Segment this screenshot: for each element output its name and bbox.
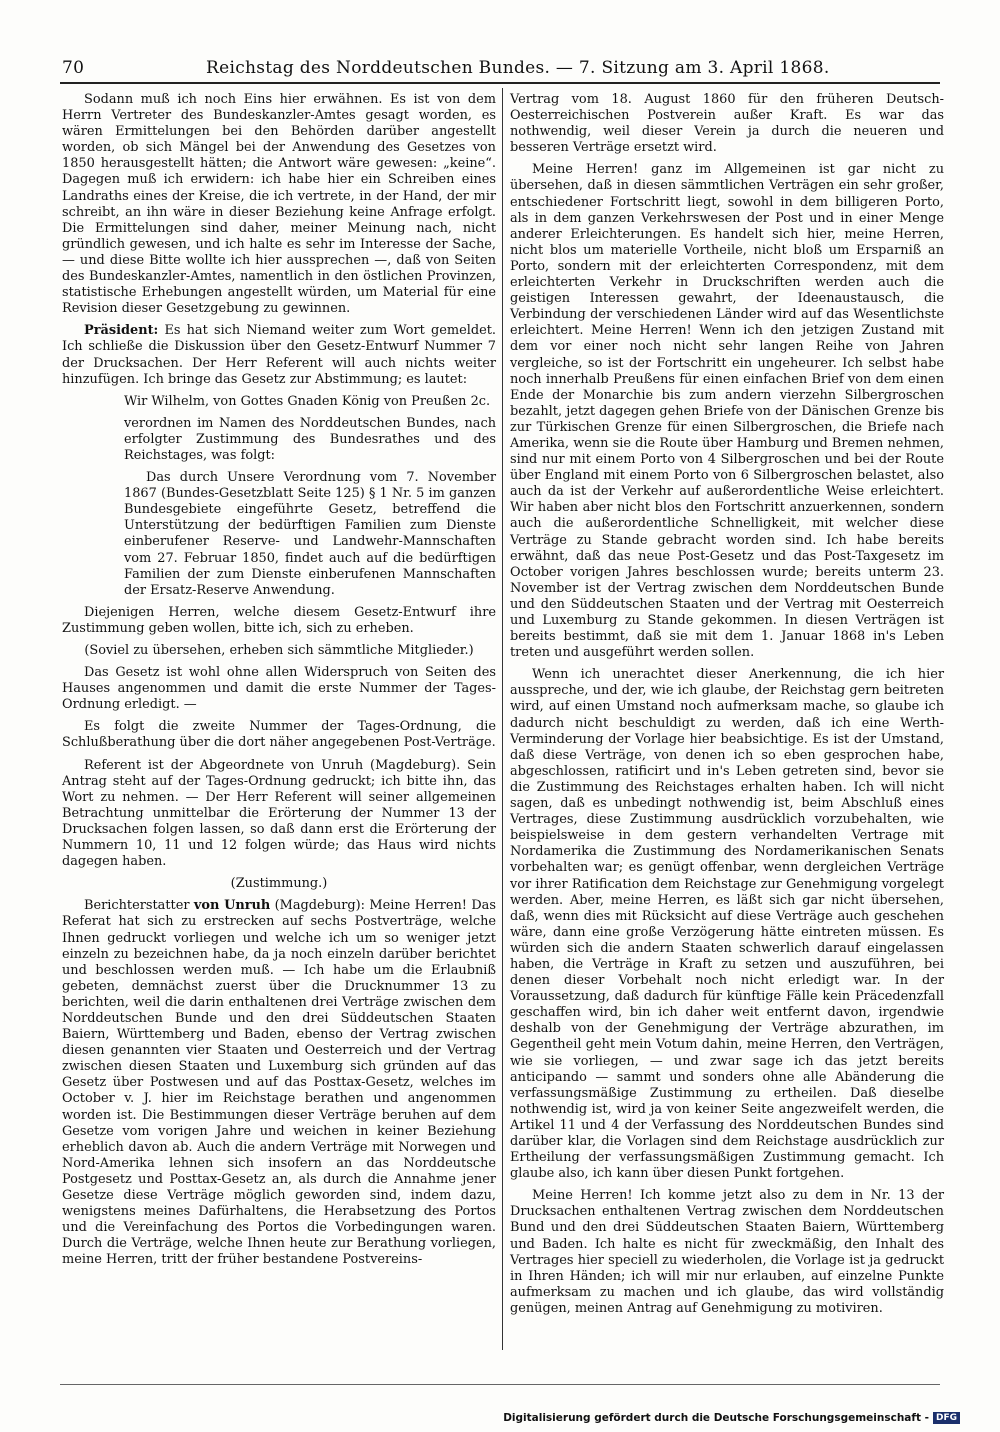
paragraph: Das Gesetz ist wohl ohne allen Widerspruch von Seiten des Hauses angenommen und damit die erste Nummer der Tages-Ordnung erledigt. — bbox=[62, 665, 496, 713]
footer-rule bbox=[60, 1384, 940, 1385]
page-number: 70 bbox=[62, 58, 85, 78]
paragraph: Diejenigen Herren, welche diesem Gesetz-Entwurf ihre Zustimmung geben wollen, bitte ich, sich zu erheben. bbox=[62, 604, 496, 636]
header-rule bbox=[60, 82, 940, 84]
speaker-label: Präsident: bbox=[84, 323, 159, 339]
decree-text: Das durch Unsere Verordnung vom 7. November 1867 (Bundes-Gesetzblatt Seite 125) § 1 Nr. 5 im ganzen Bundesgebiete eingeführte Gesetz, betreffend die Unterstützung der bedürftigen Familien zum Dienste einberufener Reserve- und Landwehr-Mannschaften vom 27. Februar 1850, findet auch auf die bedürftigen Familien der zum Dienste einberufenen Mannschaften der Ersatz-Reserve Anwendung. bbox=[124, 470, 496, 598]
speaker-role: Berichterstatter bbox=[84, 898, 190, 914]
right-column bbox=[510, 92, 944, 1323]
paragraph: Sodann muß ich noch Eins hier erwähnen. Es ist von dem Herrn Vertreter des Bundeskanzler-Amtes gesagt worden, es wären Ermittelungen bei den Behörden darüber angestellt worden, ob sich Mängel bei der Anwendung des Gesetzes von 1850 herausgestellt hätten; die Antwort wäre gewesen: „keine“. Dagegen muß ich erwidern: ich habe hier ein Schreiben eines Landraths eines der Kreise, die ich vertrete, in der Hand, der mir schreibt, an ihn wäre in dieser Beziehung keine Anfrage erfolgt. Die Ermittelungen sind daher, meiner Meinung nach, nicht gründlich gewesen, und ich halte es sehr im Interesse der Sache, — und diese Bitte wollte ich hier aussprechen —, daß von Seiten des Bundeskanzler-Amtes, namentlich in den östlichen Provinzen, statistische Erhebungen angestellt würden, um Material für eine Revision dieser Gesetzgebung zu gewinnen. bbox=[62, 92, 496, 317]
left-column bbox=[62, 92, 496, 1274]
footer-text: Digitalisierung gefördert durch die Deutsche Forschungsgemeinschaft - bbox=[503, 1412, 929, 1424]
decree-heading: Wir Wilhelm, von Gottes Gnaden König von Preußen 2c. bbox=[124, 393, 491, 409]
digitization-footer bbox=[503, 1412, 960, 1424]
decree-preamble: verordnen im Namen des Norddeutschen Bundes, nach erfolgter Zustimmung des Bundesrathes und des Reichstages, was folgt: bbox=[124, 415, 496, 463]
dfg-logo: DFG bbox=[933, 1412, 960, 1424]
paragraph: Referent ist der Abgeordnete von Unruh (Magdeburg). Sein Antrag steht auf der Tages-Ordnung gedruckt; ich bitte ihn, das Wort zu nehmen. — Der Herr Referent will seiner allgemeinen Betrachtung unmittelbar die Erörterung der Nummer 13 der Drucksachen folgen lassen, so daß dann erst die Erörterung der Nummern 10, 11 und 12 folgen würde; das Haus wird nichts dagegen haben. bbox=[62, 757, 496, 870]
paragraph: Meine Herren! ganz im Allgemeinen ist gar nicht zu übersehen, daß in diesen sämmtlichen Verträgen ein sehr großer, entschiedener Fortschritt liegt, sowohl in dem billigeren Porto, als in dem ganzen Verkehrswesen der Post und in einer Menge anderer Erleichterungen. Es handelt sich hier, meine Herren, nicht blos um materielle Vortheile, nicht bloß um Ersparniß an Porto, sondern mit der erleichterten Correspondenz, mit dem erleichterten Verkehr in Druckschriften werden auch die geistigen Interessen gewahrt, der Ideenaustausch, die Verbindung der verschiedenen Länder wird auf das Wesentlichste erleichtert. Meine Herren! Wenn ich den jetzigen Zustand mit dem vor einer noch nicht sehr langen Reihe von Jahren vergleiche, so ist der Fortschritt ein ungeheurer. Ich selbst habe noch innerhalb Preußens für einen einfachen Brief von dem einen Ende der Monarchie bis zum andern vierzehn Silbergroschen bezahlt, jetzt dagegen gehen Briefe von der Dänischen Grenze bis zur Türkischen Grenze für einen Silbergroschen, die Briefe nach Amerika, wenn sie die Route über Hamburg und Bremen nehmen, sind nur mit einem Porto von 4 Silbergroschen und bei der Route über England mit einem Porto von 6 Silbergroschen belastet, also auch da ist der Verkehr auf außerordentliche Weise erleichtert. Wir haben aber nicht blos den Fortschritt anzuerkennen, sondern auch die außerordentliche Schnelligkeit, mit welcher diese Verträge zu Stande gebracht worden sind. Ich habe bereits erwähnt, daß das neue Post-Gesetz und das Post-Taxgesetz im October vorigen Jahres beschlossen wurde; bereits unterm 23. November ist der Vertrag zwischen dem Norddeutschen Bunde und den Süddeutschen Staaten und der Vertrag mit Oesterreich und Luxemburg zu Stande gekommen. In diesen Verträgen ist bereits bestimmt, daß sie mit dem 1. Januar 1868 in's Leben treten und ausgeführt werden sollen. bbox=[510, 162, 944, 661]
paragraph bbox=[62, 898, 496, 1268]
paragraph-text: (Magdeburg): Meine Herren! Das Referat hat sich zu erstrecken auf sechs Postverträge, welche Ihnen gedruckt vorliegen und welche ich um so weniger jetzt einzeln zu bezeichnen habe, da ja noch einzeln darüber berichtet und beschlossen werden muß. — Ich habe um die Erlaubniß gebeten, demnächst zuerst über die Drucknummer 13 zu berichten, weil die darin enthaltenen drei Verträge zwischen dem Norddeutschen Bunde und den drei Süddeutschen Staaten Baiern, Württemberg und Baden, ebenso der Vertrag zwischen diesen genannten vier Staaten und Oesterreich und der Vertrag zwischen diesen Staaten und Luxemburg sich gründen auf das Gesetz über Postwesen und auf das Posttax-Gesetz, welches im October v. J. hier im Reichstage berathen und angenommen worden ist. Die Bestimmungen dieser Verträge beruhen auf dem Gesetze vom vorigen Jahre und weichen in keiner Beziehung erheblich davon ab. Auch die andern Verträge mit Norwegen und Nord-Amerika lehnen sich insofern an das Norddeutsche Postgesetz und Posttax-Gesetz an, als durch die Annahme jener Gesetze diese Verträge möglich geworden sind, indem dazu, wenigstens meines Dafürhaltens, die Herabsetzung des Portos und die Vereinfachung des Portos die Vorbedingungen waren. Durch die Verträge, welche Ihnen heute zur Berathung vorliegen, meine Herren, tritt der früher bestandene Postvereins- bbox=[62, 898, 496, 1268]
running-title: Reichstag des Norddeutschen Bundes. — 7. Sitzung am 3. April 1868. bbox=[206, 58, 830, 78]
paragraph: Wenn ich unerachtet dieser Anerkennung, die ich hier ausspreche, und der, wie ich glaube, der Reichstag gern beitreten wird, auf einen Umstand noch aufmerksam mache, so glaube ich dadurch nicht beschuldigt zu werden, daß ich eine Werth-Verminderung der Vorlage hier beabsichtige. Es ist der Umstand, daß diese Verträge, von denen ich so eben gesprochen habe, abgeschlossen, ratificirt und in's Leben getreten sind, bevor sie die Zustimmung des Reichstages erhalten haben. Ich will nicht sagen, daß es unbedingt nothwendig ist, beim Abschluß eines Vertrages, diese Zustimmung ausdrücklich vorzubehalten, wie beispielsweise in dem gestern verhandelten Vertrage mit Nordamerika die Zustimmung des Nordamerikanischen Senats vorbehalten war; es genügt offenbar, wenn dergleichen Verträge vor ihrer Ratification dem Reichstage zur Genehmigung vorgelegt werden. Aber, meine Herren, es läßt sich gar nicht übersehen, daß, wenn dies mit Rücksicht auf diese Verträge auch geschehen wäre, dann eine große Verzögerung hätte eintreten müssen. Es würden sich die andern Staaten schwerlich darauf eingelassen haben, die Verträge in Kraft zu setzen und auszuführen, bei denen dieser Vorbehalt noch nicht erledigt war. In der Voraussetzung, daß dadurch für künftige Fälle kein Präcedenzfall geschaffen wird, bin ich daher weit entfernt davon, irgendwie deshalb von der Genehmigung der Verträge abzurathen, im Gegentheil geht mein Votum dahin, meine Herren, den Verträgen, wie sie vorliegen, — und zwar sage ich das jetzt bereits anticipando — sammt und sonders ohne alle Abänderung die verfassungsmäßige Zustimmung zu ertheilen. Daß dieselbe nothwendig ist, wird ja von keiner Seite angezweifelt werden, die Artikel 11 und 4 der Verfassung des Norddeutschen Bundes sind darüber klar, die Vorlagen sind dem Reichstage ausdrücklich zur Ertheilung der verfassungsmäßigen Zustimmung gemacht. Ich glaube also, ich kann über diesen Punkt fortgehen. bbox=[510, 667, 944, 1182]
speaker-name: von Unruh bbox=[193, 898, 271, 914]
column-divider bbox=[502, 88, 503, 1350]
paragraph bbox=[62, 323, 496, 387]
paragraph: Es folgt die zweite Nummer der Tages-Ordnung, die Schlußberathung über die dort näher angegebenen Post-Verträge. bbox=[62, 719, 496, 751]
stage-direction: (Zustimmung.) bbox=[230, 876, 328, 892]
running-header bbox=[62, 54, 938, 82]
paragraph: Meine Herren! Ich komme jetzt also zu dem in Nr. 13 der Drucksachen enthaltenen Vertrag zwischen dem Norddeutschen Bund und den drei Süddeutschen Staaten Baiern, Württemberg und Baden. Ich halte es nicht für zweckmäßig, den Inhalt des Vertrages hier speciell zu wiederholen, die Vorlage ist ja gedruckt in Ihren Händen; ich will mir nur erlauben, auf einzelne Punkte aufmerksam zu machen und ich glaube, das wird vollständig genügen, meinen Antrag auf Genehmigung zu motiviren. bbox=[510, 1188, 944, 1316]
paragraph: Vertrag vom 18. August 1860 für den früheren Deutsch-Oesterreichischen Postverein außer Kraft. Es war das nothwendig, weil dieser Verein ja durch die neueren und besseren Verträge ersetzt wird. bbox=[510, 92, 944, 156]
paragraph-text: Es hat sich Niemand weiter zum Wort gemeldet. Ich schließe die Diskussion über den Gesetz-Entwurf Nummer 7 der Drucksachen. Der Herr Referent will auch nichts weiter hinzufügen. Ich bringe das Gesetz zur Abstimmung; es lautet: bbox=[62, 323, 496, 387]
stage-direction: (Soviel zu übersehen, erheben sich sämmtliche Mitglieder.) bbox=[84, 643, 474, 658]
